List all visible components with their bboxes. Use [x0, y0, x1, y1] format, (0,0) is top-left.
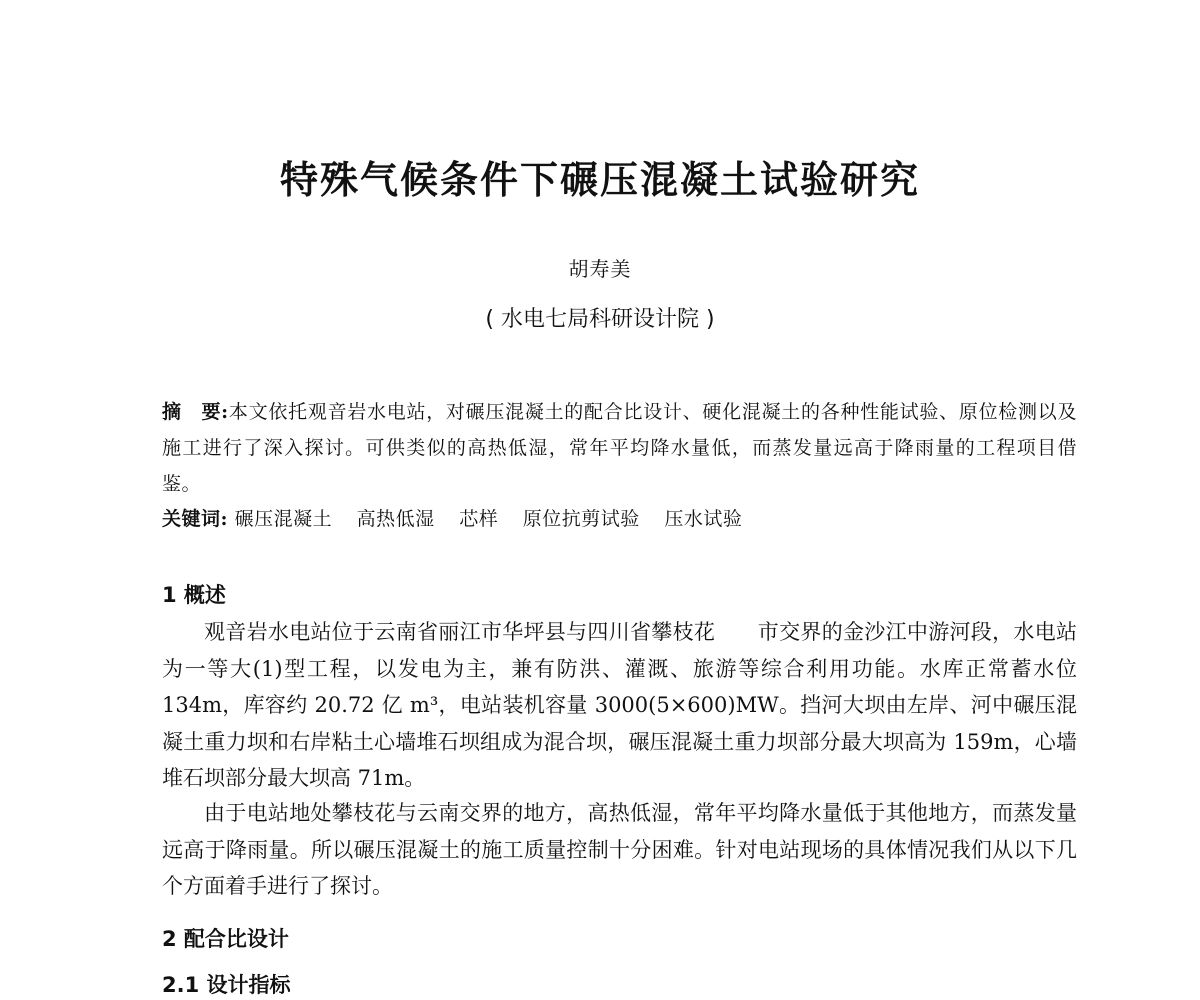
abstract-text: 本文依托观音岩水电站，对碾压混凝土的配合比设计、硬化混凝土的各种性能试验、原位检测以及施工进行了深入探讨。可供类似的高热低湿，常年平均降水量低，而蒸发量远高于降雨量的工程项目借鉴。 — [162, 401, 1077, 495]
keywords — [162, 501, 1077, 537]
keyword-item: 碾压混凝土 — [234, 508, 333, 530]
author-name: 胡寿美 — [568, 257, 632, 281]
section-heading: 1 概述 — [162, 583, 226, 607]
keywords-label: 关键词: — [162, 508, 229, 530]
abstract — [162, 394, 1077, 502]
body-paragraph: 由于电站地处攀枝花与云南交界的地方，高热低湿，常年平均降水量低于其他地方，而蒸发量远高于降雨量。所以碾压混凝土的施工质量控制十分困难。针对电站现场的具体情况我们从以下几个方面着手进行了探讨。 — [162, 801, 1077, 898]
keyword-item: 高热低湿 — [356, 508, 435, 530]
abstract-label: 摘 要: — [162, 401, 229, 423]
author-affiliation: ( 水电七局科研设计院 ) — [485, 307, 715, 332]
subsection-heading: 2.1 设计指标 — [162, 973, 291, 997]
keyword-item: 芯样 — [459, 508, 499, 530]
keyword-item: 原位抗剪试验 — [522, 508, 640, 530]
body-paragraph: 观音岩水电站位于云南省丽江市华坪县与四川省攀枝花 市交界的金沙江中游河段，水电站为一等大(1)型工程，以发电为主，兼有防洪、灌溉、旅游等综合利用功能。水库正常蓄水位 134m，库容约 20.72 亿 m³，电站装机容量 3000(5×600)MW。挡河大坝由左岸、河中碾压混凝土重力坝和右岸粘土心墙堆石坝组成为混合坝，碾压混凝土重力坝部分最大坝高为 159m，心墙堆石坝部分最大坝高 71m。 — [162, 620, 1077, 790]
paper-title: 特殊气候条件下碾压混凝土试验研究 — [279, 157, 920, 202]
keyword-item: 压水试验 — [664, 508, 743, 530]
section-heading: 2 配合比设计 — [162, 927, 289, 951]
